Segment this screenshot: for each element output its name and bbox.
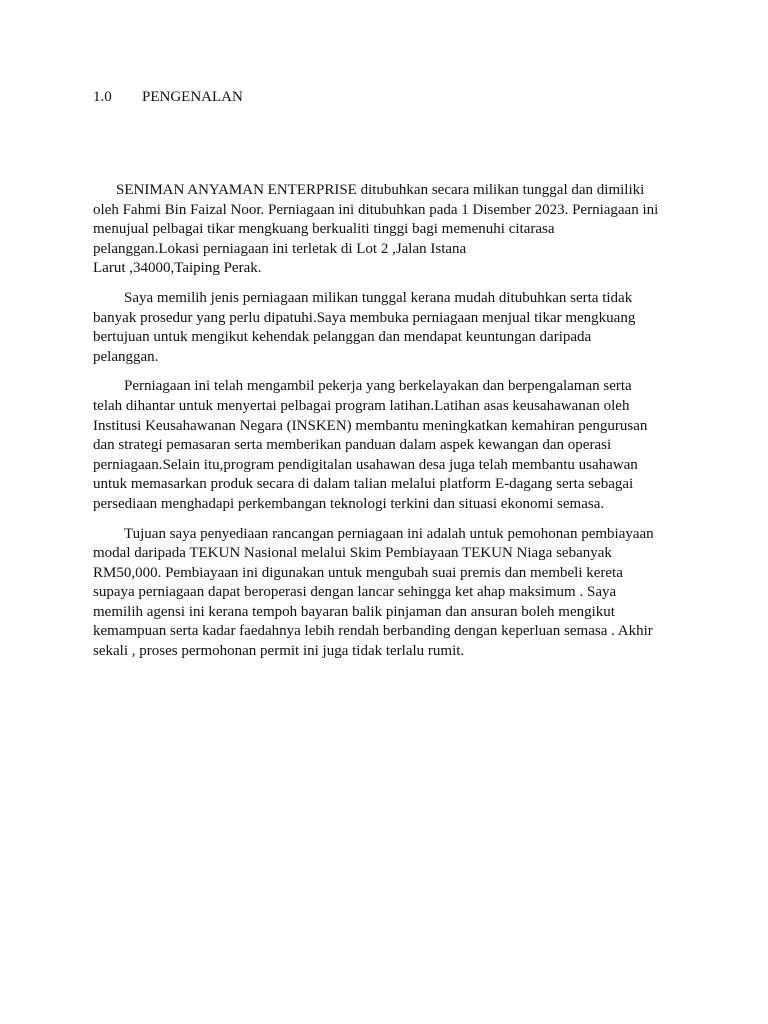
paragraph-introduction-text: SENIMAN ANYAMAN ENTERPRISE ditubuhkan secara milikan tunggal dan dimiliki oleh Fahmi Bin Faizal Noor. Perniagaan ini ditubuhkan pada 1 Disember 2023. Perniagaan ini menujual pelbagai tikar mengkuang berkualiti tinggi bagi memenuhi citarasa pelanggan.Lokasi perniagaan ini terletak di Lot 2 ,Jalan Istana xyxy=(93,182,659,257)
paragraph-introduction-address: Larut ,34000,Taiping Perak. xyxy=(93,260,262,277)
paragraph-training: Perniagaan ini telah mengambil pekerja yang berkelayakan dan berpengalaman serta telah dihantar untuk menyertai pelbagai program latihan.Latihan asas keusahawanan oleh Institusi Keusahawanan Negara (INSKEN) membantu meningkatkan kemahiran pengurusan dan strategi pemasaran serta memberikan panduan dalam aspek kewangan dan operasi perniagaan.Selain itu,program pendigitalan usahawan desa juga telah membantu usahawan untuk memasarkan produk secara di dalam talian melalui platform E-dagang serta sebagai persediaan menghadapi perkembangan teknologi terkini dan situasi ekonomi semasa. xyxy=(93,378,648,512)
document-body xyxy=(93,181,659,672)
section-number: 1.0 xyxy=(93,89,112,105)
section-heading xyxy=(93,87,243,107)
paragraph-financing: Tujuan saya penyediaan rancangan perniagaan ini adalah untuk pemohonan pembiayaan modal daripada TEKUN Nasional melalui Skim Pembiayaan TEKUN Niaga sebanyak RM50,000. Pembiayaan ini digunakan untuk mengubah suai premis dan membeli kereta supaya perniagaan dapat beroperasi dengan lancar sehingga ket ahap maksimum . Saya memilih agensi ini kerana tempoh bayaran balik pinjaman dan ansuran boleh mengikut kemampuan serta kadar faedahnya lebih rendah berbanding dengan keperluan semasa . Akhir sekali , proses permohonan permit ini juga tidak terlalu rumit. xyxy=(93,525,654,660)
paragraph-business-type: Saya memilih jenis perniagaan milikan tunggal kerana mudah ditubuhkan serta tidak banyak prosedur yang perlu dipatuhi.Saya membuka perniagaan menjual tikar mengkuang bertujuan untuk mengikut kehendak pelanggan dan mendapat keuntungan daripada pelanggan. xyxy=(93,289,636,365)
paragraph-introduction xyxy=(93,181,659,279)
section-title: PENGENALAN xyxy=(142,89,243,105)
